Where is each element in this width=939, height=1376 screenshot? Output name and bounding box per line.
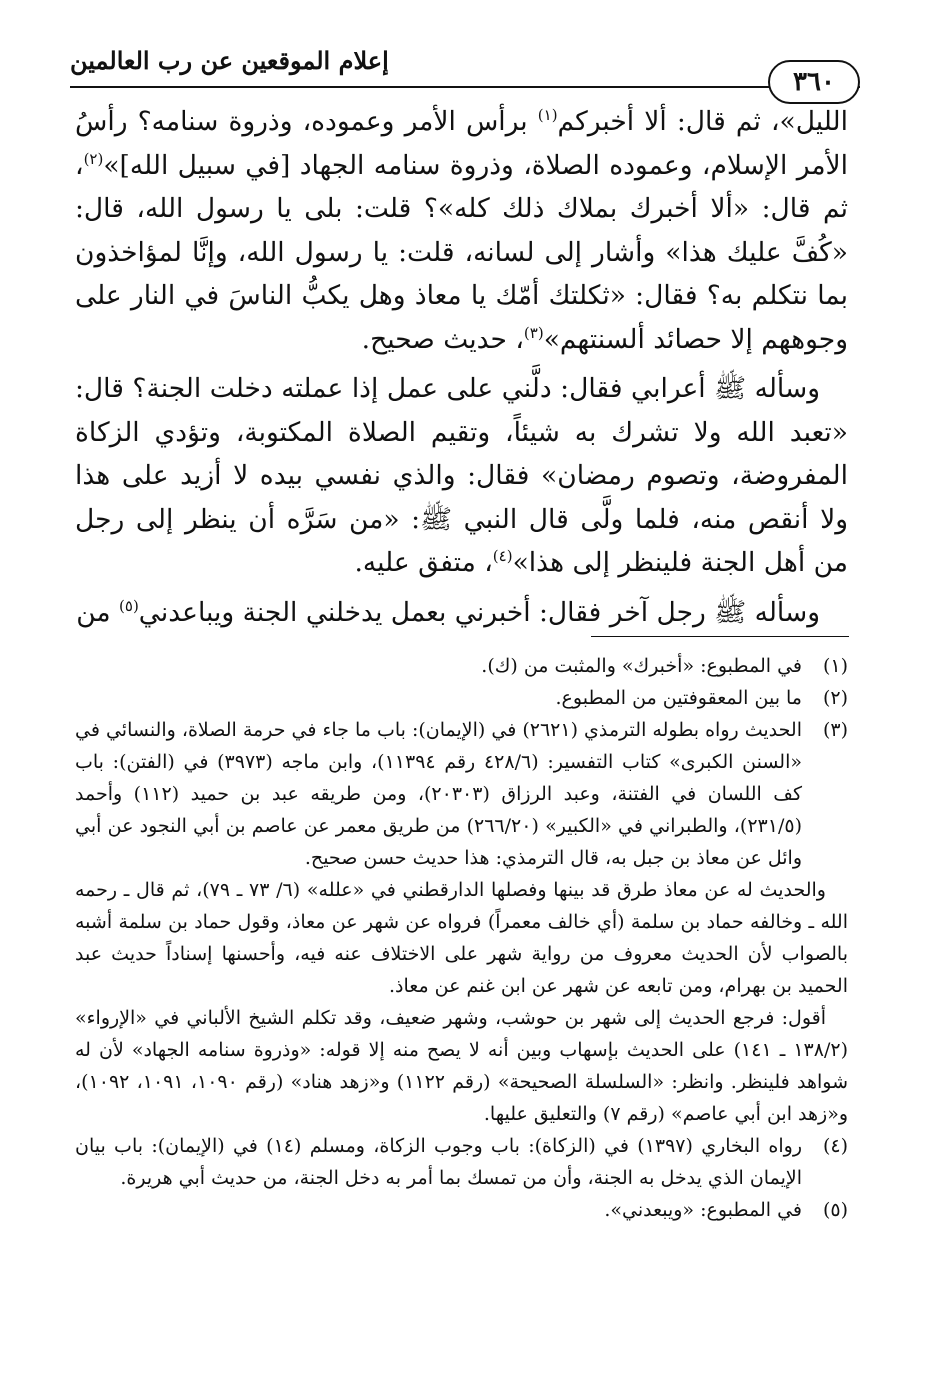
footnote-continuation: أقول: فرجع الحديث إلى شهر بن حوشب، وشهر ضعيف، وقد تكلم الشيخ الألباني في «الإرواء» (١٣٨/٢ ـ ١٤١) على الحديث بإسهاب وبين أنه لا يصح منه إلا قوله: «وذروة سنامه الجهاد» لأن له شواهد فلينظر. وانظر: «السلسلة الصحيحة» (رقم ١١٢٢) و«زهد هناد» (رقم ١٠٩٠، ١٠٩١، ١٠٩٢)، و«زهد ابن أبي عاصم» (رقم ٧) والتعليق عليها. — [75, 1007, 849, 1125]
page-number: ٣٦٠ — [768, 60, 860, 104]
footnote-number: (٣) — [822, 719, 848, 741]
footnote-separator — [591, 636, 849, 637]
page-header — [70, 40, 860, 97]
footnote-text: رواه البخاري (١٣٩٧) في (الزكاة): باب وجوب الزكاة، ومسلم (١٤) في (الإيمان): باب بيان الإيمان الذي يدخل به الجنة، وأن من تمسك بما أمر به دخل الجنة، من حديث أبي هريرة. — [75, 1135, 803, 1189]
footnote — [75, 682, 848, 714]
paragraph: الليل»، ثم قال: ألا أخبركم$^{(١)}$ برأس الأمر وعموده، وذروة سنامه؟ رأسُ الأمر الإسلام، وعموده الصلاة، وذروة سنامه الجهاد [في سبيل الله]»$^{(٢)}$، ثم قال: «ألا أخبرك بملاك ذلك كله»؟ قلت: بلى يا رسول الله، قال: «كُفَّ عليك هذا» وأشار إلى لسانه، قلت: يا رسول الله، وإنَّا لمؤاخذون بما نتكلم به؟ فقال: «ثكلتك أمّك يا معاذ وهل يكبُّ الناسَ في النار على وجوههم إلا حصائد ألسنتهم»$^{(٣)}$، حديث صحيح. — [75, 106, 848, 355]
footnote-ref[interactable]: (٤) — [492, 547, 513, 566]
paragraph: وسأله ﷺ أعرابي فقال: دلَّني على عمل إذا عملته دخلت الجنة؟ قال: «تعبد الله ولا تشرك به شيئاً، وتقيم الصلاة المكتوبة، وتؤدي الزكاة المفروضة، وتصوم رمضان» فقال: والذي نفسي بيده لا أزيد على هذا ولا أنقص منه، فلما ولَّى قال النبي ﷺ: «من سَرَّه أن ينظر إلى رجل من أهل الجنة فلينظر إلى هذا»$^{(٤)}$، متفق عليه. — [75, 373, 848, 578]
footnote-number: (٢) — [822, 687, 848, 709]
running-title: إعلام الموقعين عن رب العالمين — [70, 46, 389, 75]
footnote — [75, 650, 848, 682]
footnote-ref[interactable]: (١) — [537, 106, 558, 125]
main-text — [75, 100, 848, 640]
footnote-ref[interactable]: (٣) — [523, 323, 544, 342]
footnote-ref[interactable]: (٢) — [83, 149, 104, 168]
paragraph: وسأله ﷺ رجل آخر فقال: أخبرني بعمل يدخلني الجنة ويباعدني$^{(٥)}$ من — [76, 596, 820, 628]
footnotes — [75, 650, 848, 1226]
footnote-text: في المطبوع: «ويبعدني». — [604, 1199, 802, 1221]
footnote-text: الحديث رواه بطوله الترمذي (٢٦٢١) في (الإيمان): باب ما جاء في حرمة الصلاة، والنسائي في «السنن الكبرى» كتاب التفسير: (٤٢٨/٦ رقم ١١٣٩٤)، وابن ماجه (٣٩٧٣) في (الفتن): باب كف اللسان في الفتنة، وعبد الرزاق (٢٠٣٠٣)، ومن طريقه عبد بن حميد (١١٢) وأحمد (٢٣١/٥)، والطبراني في «الكبير» (٢٦٦/٢٠) من طريق معمر عن عاصم بن أبي النجود عن أبي وائل عن معاذ بن جبل به، قال الترمذي: هذا حديث حسن صحيح. — [75, 719, 802, 869]
footnote-text: في المطبوع: «أخبرك» والمثبت من (ك). — [481, 655, 802, 677]
footnote — [75, 1130, 848, 1194]
footnote — [75, 714, 848, 874]
header-rule — [70, 86, 860, 88]
footnote-continuation: والحديث له عن معاذ طرق قد بينها وفصلها الدارقطني في «علله» (٦/ ٧٣ ـ ٧٩)، ثم قال ـ رحمه الله ـ وخالفه حماد بن سلمة (أي خالف معمراً) فرواه عن شهر عن معاذ، وقول حماد بن سلمة أشبه بالصواب لأن الحديث معروف من رواية شهر على الاختلاف عنه فيه، وأحسنها إسناداً حديث عبد الحميد بن بهرام، ومن تابعه عن شهر عن ابن غنم عن معاذ. — [75, 879, 848, 997]
footnote-number: (١) — [822, 655, 848, 677]
footnote-number: (٤) — [822, 1135, 848, 1157]
footnote-ref[interactable]: (٥) — [119, 596, 139, 615]
footnote-text: ما بين المعقوفتين من المطبوع. — [555, 687, 802, 709]
footnote — [75, 1194, 848, 1226]
footnote-number: (٥) — [822, 1199, 848, 1221]
